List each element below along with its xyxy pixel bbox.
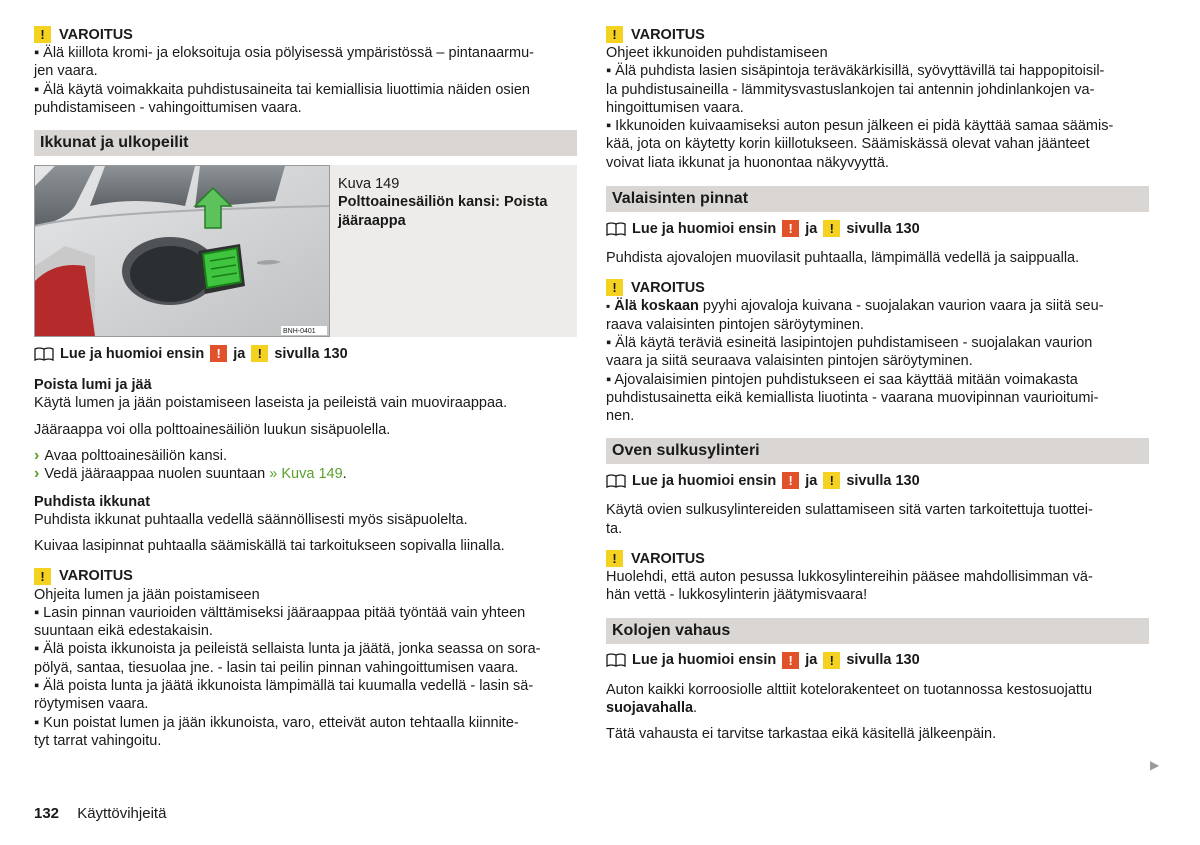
warning-title: VAROITUS [59, 26, 133, 43]
left-column [34, 26, 577, 750]
warning-line: suuntaan eikä edestakaisin. [34, 623, 213, 640]
reference-text: Lue ja huomioi ensin [632, 220, 777, 237]
warning-line: Ohjeet ikkunoiden puhdistamiseen [606, 45, 828, 61]
warning-block-lights [606, 279, 1149, 425]
page-footer [34, 805, 166, 822]
reference-page: sivulla 130 [846, 472, 920, 489]
warning-line: Ohjeita lumen ja jään poistamiseen [34, 586, 260, 603]
step-text: Vedä jääraappaa nuolen suuntaan [44, 466, 266, 483]
figure-label: Kuva 149 [338, 176, 400, 193]
warning-block-snow [34, 568, 577, 751]
warning-line: kää, jota on käytetty korin kiillotukseen. Säämiskässä olevat vahan jäänteet [606, 136, 1090, 153]
paragraph: ta. [606, 520, 623, 537]
warning-title: VAROITUS [631, 279, 705, 296]
bold-phrase: Älä koskaan [614, 298, 699, 315]
book-icon [606, 222, 626, 236]
paragraph: Auton kaikki korroosiolle alttiit kotelorakenteet on tuotannossa kestosuojattu [606, 681, 1093, 698]
warning-icon: ! [606, 279, 623, 296]
warning-header [606, 279, 1149, 296]
reference-line [606, 220, 1149, 237]
warning-line: vaara ja siitä seuraava valaisinten pintojen säröytyminen. [606, 353, 973, 370]
right-column [606, 26, 1149, 744]
warning-icon: ! [606, 550, 623, 567]
reference-and: ja [805, 472, 818, 489]
warning-line: puhdistamiseen - vahingoittumisen vaara. [34, 99, 302, 116]
bold-phrase: suojavahalla [606, 699, 694, 716]
warning-line: ▪ Ikkunoiden kuivaamiseksi auton pesun jälkeen ei pidä käyttää samaa säämis- [606, 118, 1114, 135]
warning-line: ▪ Älä käytä voimakkaita puhdistusaineita tai kemiallisia liuottimia näiden osien [34, 81, 530, 98]
warning-icon: ! [823, 472, 840, 489]
warning-line: hingoittumisen vaara. [606, 99, 744, 116]
warning-title: VAROITUS [59, 568, 133, 585]
warning-icon: ! [34, 568, 51, 585]
chapter-title: Käyttövihjeitä [77, 805, 167, 822]
warning-header [34, 568, 577, 585]
reference-page: sivulla 130 [274, 345, 348, 362]
page-number: 132 [34, 805, 60, 822]
danger-icon: ! [210, 345, 227, 362]
warning-line: jen vaara. [34, 63, 98, 80]
step-2 [34, 465, 577, 483]
reference-text: Lue ja huomioi ensin [632, 472, 777, 489]
warning-line: ▪ Ajovalaisimien pintojen puhdistukseen ei saa käyttää mitään voimakasta [606, 371, 1078, 388]
figure-title: Polttoainesäiliön kansi: Poista jääraappa [338, 194, 548, 229]
paragraph: Käytä ovien sulkusylintereiden sulattamiseen sitä varten tarkoitettuja tuottei- [606, 502, 1093, 519]
warning-icon: ! [823, 220, 840, 237]
line-text: pyyhi ajovaloja kuivana - suojalakan vaurion vaara ja siitä seu- [698, 298, 1104, 315]
warning-line: hän vettä - lukkosylinterin jäätymisvaara! [606, 587, 868, 604]
danger-icon: ! [782, 472, 799, 489]
warning-title: VAROITUS [631, 550, 705, 567]
warning-icon: ! [606, 26, 623, 43]
paragraph: Puhdista ikkunat puhtaalla vedellä säännöllisesti myös sisäpuolelta. [34, 511, 468, 528]
book-icon [606, 653, 626, 667]
warning-line: ▪ Kun poistat lumen ja jään ikkunoista, varo, etteivät auton tehtaalla kiinnite- [34, 714, 519, 731]
warning-line: ▪ Älä poista lunta ja jäätä ikkunoista lämpimällä tai kuumalla vedellä - lasin sä- [34, 678, 534, 695]
subheading-snow: Poista lumi ja jää [34, 377, 152, 394]
warning-icon: ! [34, 26, 51, 43]
warning-line: raava valaisinten pintojen säröytyminen. [606, 316, 864, 333]
warning-line: ▪ Älä puhdista lasien sisäpintoja teräväkärkisillä, syövyttävillä tai happopitoisil- [606, 63, 1105, 80]
warning-line: ▪ Älä käytä teräviä esineitä lasipintojen puhdistamiseen - suojalakan vaurion [606, 334, 1093, 351]
warning-title: VAROITUS [631, 26, 705, 43]
fuel-cap-illustration [34, 165, 330, 337]
book-icon [34, 347, 54, 361]
figure-caption [330, 165, 577, 337]
warning-icon: ! [251, 345, 268, 362]
reference-and: ja [805, 220, 818, 237]
reference-page: sivulla 130 [846, 220, 920, 237]
warning-line: tyt tarrat vahingoitu. [34, 732, 162, 749]
warning-icon: ! [823, 652, 840, 669]
paragraph: Kuivaa lasipinnat puhtaalla säämiskällä tai tarkoitukseen sopivalla liinalla. [34, 538, 505, 555]
section-heading-lights: Valaisinten pinnat [606, 186, 1149, 212]
reference-text: Lue ja huomioi ensin [60, 345, 205, 362]
paragraph [606, 699, 1149, 717]
section-heading-wax: Kolojen vahaus [606, 618, 1149, 644]
step-punctuation: . [342, 466, 347, 483]
warning-header [34, 26, 577, 43]
reference-line [606, 472, 1149, 489]
warning-line: pölyä, santaa, tiesuolaa jne. - lasin tai peilin pinnan vahingoittumisen vaara. [34, 659, 519, 676]
step-text: Avaa polttoainesäiliön kansi. [44, 448, 228, 465]
paragraph: Puhdista ajovalojen muovilasit puhtaalla, lämpimällä vedellä ja saippualla. [606, 250, 1080, 267]
warning-line: röytymisen vaara. [34, 696, 149, 713]
warning-header [606, 26, 1149, 43]
figure-149 [34, 165, 577, 337]
book-icon [606, 474, 626, 488]
danger-icon: ! [782, 220, 799, 237]
paragraph: Jääraappa voi olla polttoainesäiliön luukun sisäpuolella. [34, 421, 391, 438]
warning-line: ▪ Lasin pinnan vaurioiden välttämiseksi jääraappaa pitää työntää vain yhteen [34, 604, 526, 621]
warning-line: nen. [606, 408, 635, 425]
warning-block-windows [606, 26, 1149, 172]
warning-line: puhdistusainetta eikä kemiallista liuotinta - vaarana muovipinnan vaurioitumi- [606, 389, 1099, 406]
reference-text: Lue ja huomioi ensin [632, 652, 777, 669]
warning-line: ▪ Älä kiillota kromi- ja eloksoituja osia pölyisessä ympäristössä – pintanaarmu- [34, 45, 534, 61]
reference-and: ja [805, 652, 818, 669]
figure-code: BNH-0401 [283, 328, 316, 336]
warning-line [606, 297, 1149, 315]
next-page-arrow-icon: ▶ [1150, 758, 1160, 772]
line-text: . [693, 699, 698, 716]
warning-block-lock [606, 550, 1149, 605]
danger-icon: ! [782, 652, 799, 669]
reference-and: ja [233, 345, 246, 362]
reference-line [34, 345, 577, 362]
figure-link[interactable]: » Kuva 149 [269, 466, 343, 483]
reference-page: sivulla 130 [846, 652, 920, 669]
section-heading-lock: Oven sulkusylinteri [606, 438, 1149, 464]
paragraph: Tätä vahausta ei tarvitse tarkastaa eikä käsitellä jälkeenpäin. [606, 726, 997, 743]
subheading-clean: Puhdista ikkunat [34, 493, 151, 510]
warning-header [606, 550, 1149, 567]
warning-line: ▪ Älä poista ikkunoista ja peileistä sellaista lunta ja jäätä, jonka seassa on sora- [34, 641, 541, 658]
warning-line: Huolehdi, että auton pesussa lukkosylintereihin pääsee mahdollisimman vä- [606, 569, 1093, 586]
step-1 [34, 447, 577, 465]
warning-line: la puhdistusaineilla - lämmitysvastuslankojen tai antennin johdinlankojen va- [606, 81, 1095, 98]
paragraph: Käytä lumen ja jään poistamiseen laseista ja peileistä vain muoviraappaa. [34, 395, 508, 412]
warning-line: voivat liata ikkunat ja huonontaa näkyvyyttä. [606, 154, 889, 171]
warning-block-chrome [34, 26, 577, 117]
section-heading-windows: Ikkunat ja ulkopeilit [34, 130, 577, 156]
reference-line [606, 652, 1149, 669]
